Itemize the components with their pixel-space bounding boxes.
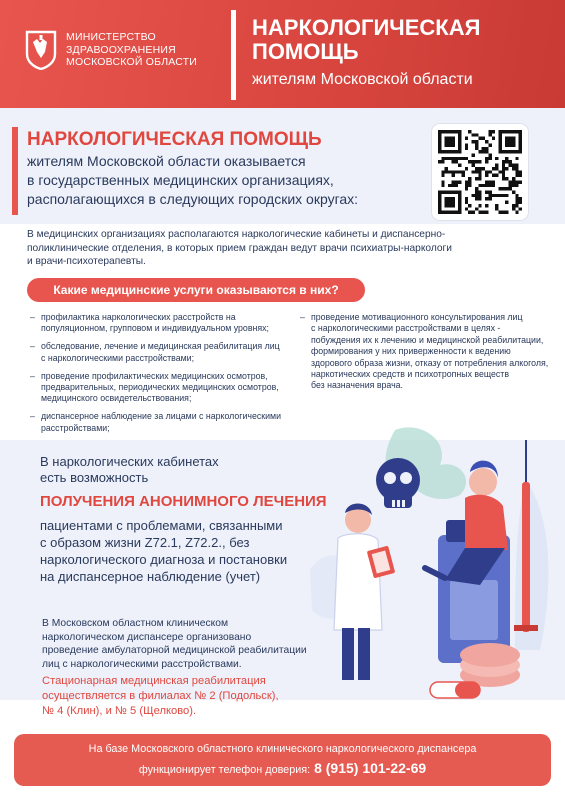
service-line: расстройствами; xyxy=(41,422,110,433)
services-question-banner: Какие медицинские услуги оказываются в них? xyxy=(27,278,365,302)
paragraph-line: осуществляется в филиалах № 2 (Подольск), xyxy=(42,690,279,702)
hotline-phone-link[interactable]: 8 (915) 101-22-69 xyxy=(314,760,427,776)
service-line: наркотических средств и психотропных веществ xyxy=(311,369,510,380)
anonymous-body-line: пациентами с проблемами, связанными xyxy=(40,518,283,533)
page-title xyxy=(252,16,480,64)
anonymous-body-line: на диспансерное наблюдение (учет) xyxy=(40,569,261,584)
paragraph-line: Стационарная медицинская реабилитация xyxy=(42,675,266,687)
paragraph-line: поликлинические отделения, в которых прием граждан ведут врачи психиатры-наркологи xyxy=(27,242,452,254)
paragraph-line: В Московском областном клиническом xyxy=(42,618,229,629)
intro-line: в государственных медицинских организациях, xyxy=(27,172,334,188)
services-list-left xyxy=(30,312,290,441)
anonymous-intro-line: В наркологических кабинетах xyxy=(40,454,219,469)
anonymous-body-line: наркологического диагноза и постановки xyxy=(40,552,288,567)
anonymous-intro-line: есть возможность xyxy=(40,470,149,485)
ministry-name xyxy=(66,31,197,69)
rehab-paragraph xyxy=(42,617,307,671)
inpatient-rehab-paragraph xyxy=(42,674,279,719)
service-line: побуждения их к лечению и медицинской реабилитации, xyxy=(311,334,544,345)
paragraph-line: № 4 (Клин), и № 5 (Щелково). xyxy=(42,705,197,717)
anonymous-body-line: с образом жизни Z72.1, Z72.2., без xyxy=(40,535,250,550)
hotline-footer xyxy=(14,734,551,786)
cabinets-paragraph xyxy=(27,228,452,269)
anonymous-title: ПОЛУЧЕНИЯ АНОНИМНОГО ЛЕЧЕНИЯ xyxy=(40,493,327,510)
footer-line: На базе Московского областного клинического наркологического диспансера xyxy=(88,743,477,755)
moscow-oblast-crest-icon xyxy=(24,30,58,70)
qr-code-icon[interactable] xyxy=(432,124,528,220)
intro-body xyxy=(27,152,358,209)
intro-accent-bar xyxy=(12,127,18,215)
services-list-right xyxy=(300,312,560,398)
ministry-line: МИНИСТЕРСТВО xyxy=(66,31,156,43)
service-line: предварительных, периодических медицинских осмотров, xyxy=(41,382,279,393)
service-line: с наркологическими расстройствами; xyxy=(41,352,195,363)
intro-line: располагающихся в следующих городских округах: xyxy=(27,191,359,207)
service-line: формирования у них приверженности к ведению xyxy=(311,346,511,357)
service-item xyxy=(30,411,290,434)
ministry-line: МОСКОВСКОЙ ОБЛАСТИ xyxy=(66,56,198,68)
paragraph-line: наркологическом диспансере организовано xyxy=(42,631,252,643)
service-item xyxy=(300,312,560,392)
service-line: – диспансерное наблюдение за лицами с наркологическими xyxy=(41,411,282,422)
header-banner xyxy=(0,0,565,108)
service-line: здорового образа жизни, отказу от потребления алкоголя, xyxy=(311,357,549,368)
service-item xyxy=(30,312,290,335)
paragraph-line: лиц с наркологическими расстройствами. xyxy=(42,658,242,670)
footer-line xyxy=(14,760,551,776)
service-line: медицинского освидетельствования; xyxy=(41,393,192,404)
page-title-line: ПОМОЩЬ xyxy=(252,39,359,64)
header-divider xyxy=(231,10,236,100)
page-title-line: НАРКОЛОГИЧЕСКАЯ xyxy=(252,15,481,40)
doctor-patient-illustration xyxy=(300,420,565,710)
service-item xyxy=(30,371,290,405)
footer-hotline-label: функционирует телефон доверия: xyxy=(138,764,311,776)
service-line: – обследование, лечение и медицинская реабилитация лиц xyxy=(41,341,280,352)
intro-line: жителям Московской области оказывается xyxy=(27,153,306,169)
service-item xyxy=(30,341,290,364)
service-line: с наркологическими расстройствами в целях - xyxy=(311,323,501,334)
service-line: – профилактика наркологических расстройств на xyxy=(41,312,236,322)
skull-icon xyxy=(376,458,420,508)
service-line: без назначения врача. xyxy=(311,380,403,391)
page-subtitle: жителям Московской области xyxy=(252,71,473,88)
paragraph-line: В медицинских организациях располагаются наркологические кабинеты и диспансерно- xyxy=(27,229,446,240)
intro-title: НАРКОЛОГИЧЕСКАЯ ПОМОЩЬ xyxy=(27,129,322,150)
paragraph-line: и врачи-психотерапевты. xyxy=(27,256,146,267)
anonymous-body xyxy=(40,517,287,585)
service-line: – проведение профилактических медицинских осмотров, xyxy=(41,370,268,381)
ministry-line: ЗДРАВООХРАНЕНИЯ xyxy=(66,43,176,56)
anonymous-intro xyxy=(40,454,219,486)
service-line: популяционном, групповом и индивидуальном уровнях; xyxy=(41,323,269,334)
service-line: – проведение мотивационного консультирования лиц xyxy=(311,312,523,322)
paragraph-line: проведение амбулаторной медицинской реабилитации xyxy=(42,645,307,656)
